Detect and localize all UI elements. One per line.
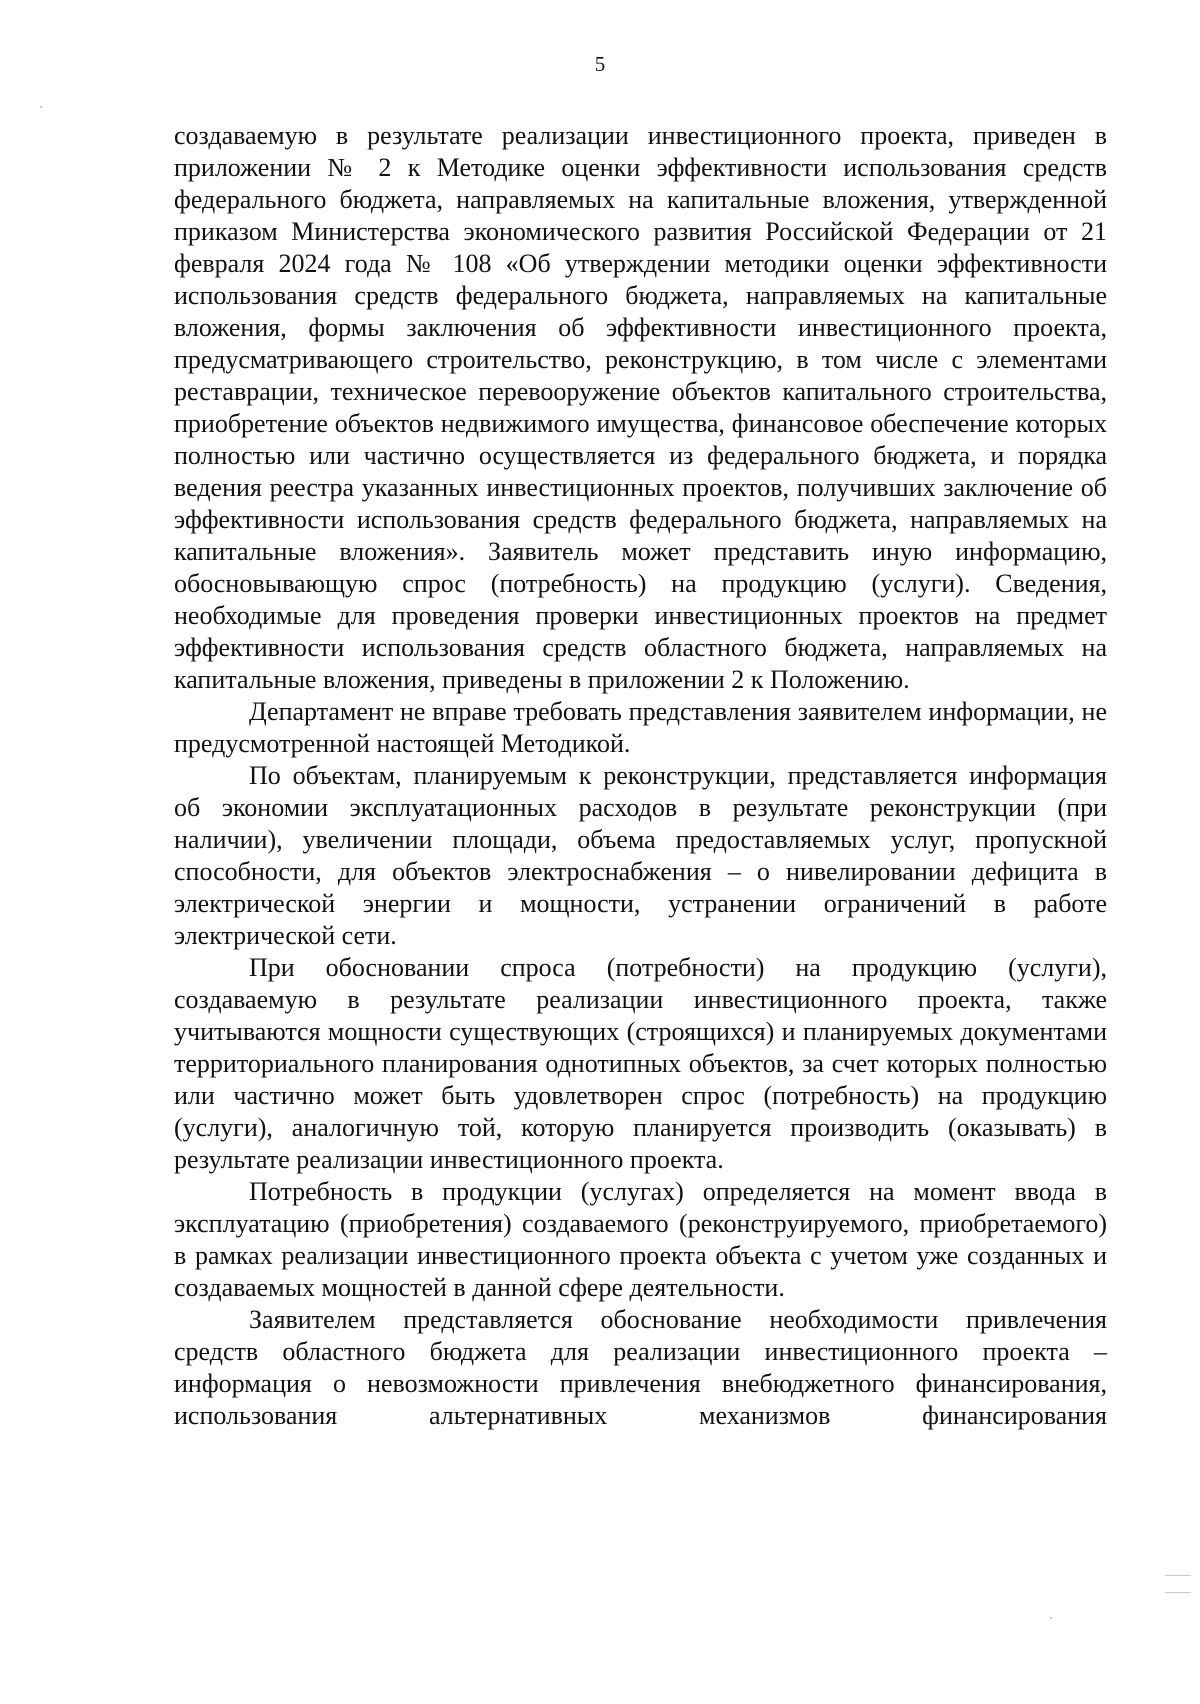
document-body bbox=[174, 120, 1107, 1432]
paragraph-4: При обосновании спроса (потребности) на продукцию (услуги), создаваемую в результате реализации инвестиционного проекта, также учитываются мощности существующих (строящихся) и планируемых документами территориального планирования однотипных объектов, за счет которых полностью или частично может быть удовлетворен спрос (потребность) на продукцию (услуги), аналогичную той, которую планируется производить (оказывать) в результате реализации инвестиционного проекта. bbox=[174, 953, 1107, 1174]
page-number: 5 bbox=[594, 52, 606, 76]
paragraph-5: Потребность в продукции (услугах) определяется на момент ввода в эксплуатацию (приобретения) создаваемого (реконструируемого, приобретаемого) в рамках реализации инвестиционного проекта объекта с учетом уже созданных и создаваемых мощностей в данной сфере деятельности. bbox=[174, 1177, 1107, 1302]
scan-margin-mark bbox=[1165, 1592, 1191, 1593]
paragraph-2: Департамент не вправе требовать представления заявителем информации, не предусмотренной настоящей Методикой. bbox=[174, 697, 1107, 758]
paragraph-6: Заявителем представляется обоснование необходимости привлечения средств областного бюджета для реализации инвестиционного проекта – информация о невозможности привлечения внебюджетного финансирования, использования альтернативных механизмов финансирования bbox=[174, 1305, 1107, 1430]
paragraph-3: По объектам, планируемым к реконструкции, представляется информация об экономии эксплуатационных расходов в результате реконструкции (при наличии), увеличении площади, объема предоставляемых услуг, пропускной способности, для объектов электроснабжения – о нивелировании дефицита в электрической энергии и мощности, устранении ограничений в работе электрической сети. bbox=[174, 761, 1107, 950]
scan-margin-mark bbox=[1165, 1575, 1191, 1576]
paragraph-1: создаваемую в результате реализации инвестиционного проекта, приведен в приложении № 2 к Методике оценки эффективности использования средств федерального бюджета, направляемых на капитальные вложения, утвержденной приказом Министерства экономического развития Российской Федерации от 21 февраля 2024 года № 108 «Об утверждении методики оценки эффективности использования средств федерального бюджета, направляемых на капитальные вложения, формы заключения об эффективности инвестиционного проекта, предусматривающего строительство, реконструкцию, в том числе с элементами реставрации, техническое перевооружение объектов капитального строительства, приобретение объектов недвижимого имущества, финансовое обеспечение которых полностью или частично осуществляется из федерального бюджета, и порядка ведения реестра указанных инвестиционных проектов, получивших заключение об эффективности использования средств федерального бюджета, направляемых на капитальные вложения». Заявитель может представить иную информацию, обосновывающую спрос (потребность) на продукцию (услуги). Сведения, необходимые для проведения проверки инвестиционных проектов на предмет эффективности использования средств областного бюджета, направляемых на капитальные вложения, приведены в приложении 2 к Положению. bbox=[174, 121, 1107, 694]
scan-speck bbox=[1050, 1617, 1052, 1619]
scan-speck bbox=[40, 106, 42, 108]
